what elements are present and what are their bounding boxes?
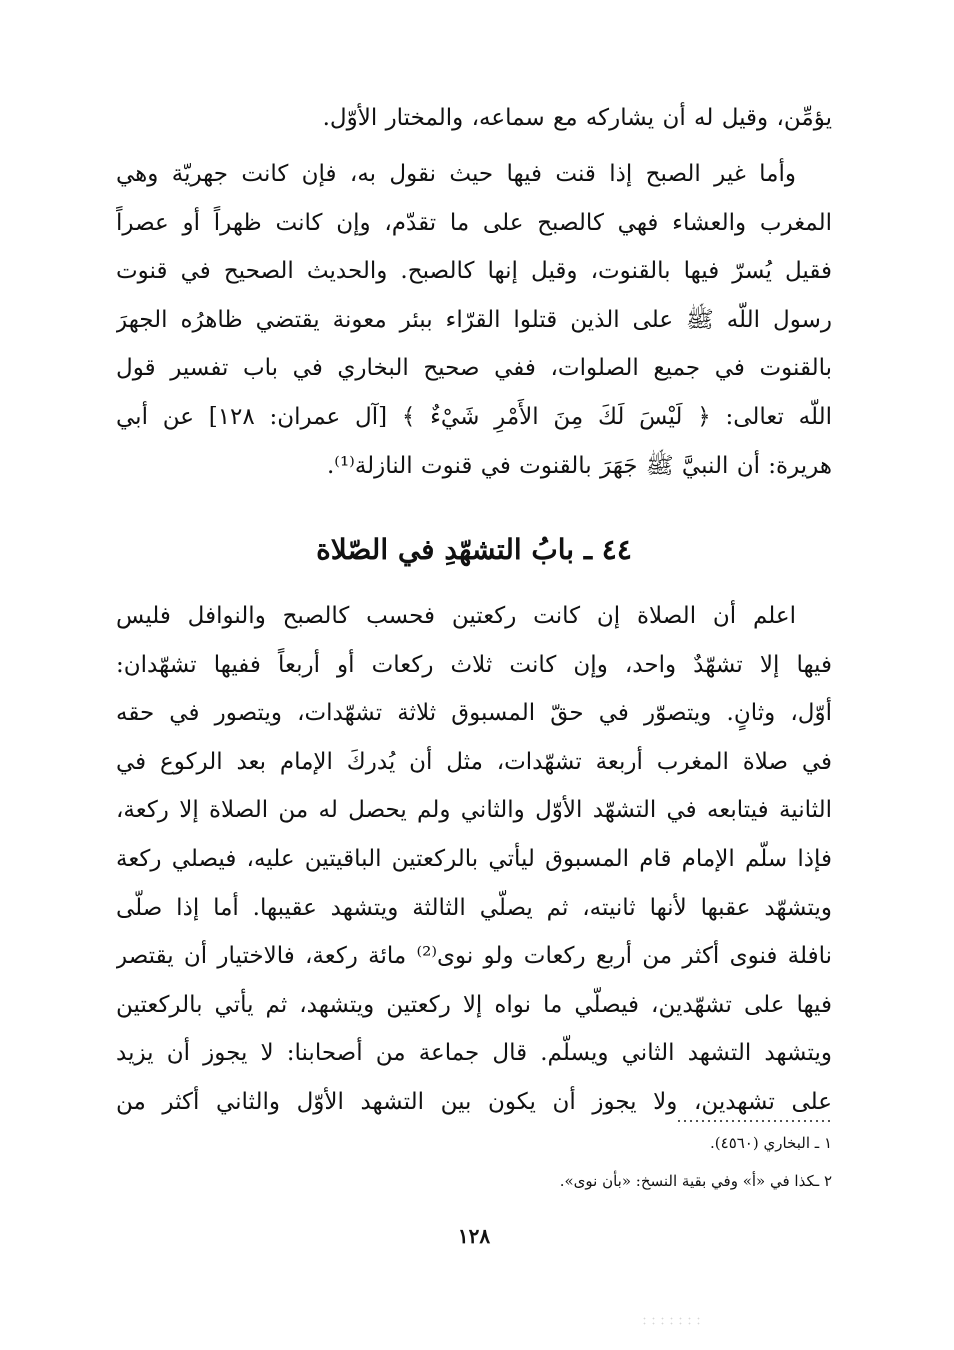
footnote-separator [676,1120,830,1122]
paragraph-tashahhud [116,592,832,1127]
paragraph-qunut [116,150,832,490]
text-line: اللّه تعالى: ﴿ لَيْسَ لَكَ مِنَ الأَمْرِ شَيْءٌ ﴾ [آل عمران: ١٢٨] عن أبي [116,403,832,430]
page-number: ١٢٨ [457,1224,491,1248]
text-line: ويتشهّد عقبها لأنها ثانيته، ثم يصلّي الثالثة ويتشهد عقيبها. أما إذا صلّى [116,894,832,921]
text-line: ويتشهد التشهد الثاني ويسلّم. قال جماعة من أصحابنا: لا يجوز أن يزيد [116,1040,832,1067]
text-line: نافلة فنوى أكثر من أربع ركعات ولو نوى⁽²⁾ مائة ركعة، فالاختيار أن يقتصر [116,943,832,970]
text-line: اعلم أن الصلاة إن كانت ركعتين فحسب كالصبح والنوافل فليس [116,603,796,629]
paragraph-continuation [116,94,832,143]
text-line: بالقنوت في جميع الصلوات، ففي صحيح البخاري في باب تفسير قول [116,355,832,382]
text-line: على تشهدين، ولا يجوز أن يكون بين التشهد الأوّل والثاني أكثر من [116,1088,832,1115]
text-line: رسول اللّه ﷺ على الذين قتلوا القرّاء ببئر معونة يقتضي ظاهرُه الجهرَ [116,306,832,333]
text-line: وأما غير الصبح إذا قنت فيها حيث نقول به، فإن كانت جهريّة وهي [116,161,796,187]
scan-specks [640,1316,700,1326]
text-line: فيها على تشهّدين، فيصلّي ما نواه إلا ركعتين ويتشهد، ثم يأتي بالركعتين [116,991,832,1018]
text-line: هريرة: أن النبيَّ ﷺ جَهَرَ بالقنوت في قنوت النازلة⁽¹⁾. [326,452,832,479]
text-line: أوّل، وثانٍ. ويتصوّر في حقّ المسبوق ثلاثة تشهّدات، ويتصور في حقه [116,700,832,727]
text-line: فإذا سلّم الإمام قام المسبوق ليأتي بالركعتين الباقيتين عليه، فيصلي ركعة [116,845,832,872]
text-line: في صلاة المغرب أربعة تشهّدات، مثل أن يُدركَ الإمام بعد الركوع في [116,748,832,775]
text-line: الثانية فيتابعه في التشهّد الأوّل والثاني ولم يحصل له من الصلاة إلا ركعة، [116,797,832,824]
text-line: فيها إلا تشهّدٌ واحد، وإن كانت ثلاث ركعات أو أربعاً ففيها تشهّدان: [116,651,832,678]
text-line: المغرب والعشاء فهي كالصبح على ما تقدّم، وإن كانت ظهراً أو عصراً [116,209,832,236]
section-heading: ٤٤ ـ بابُ التشهّدِ في الصّلاة [316,533,632,566]
footnote-2: ٢ ـكذا في «أ» وفي بقية النسخ: «بأن نوى». [559,1172,832,1190]
text-line: يؤمِّن، وقيل له أن يشاركه مع سماعه، والمختار الأوّل. [322,105,832,131]
footnote-1: ١ ـ البخاري (٤٥٦٠). [710,1134,832,1152]
text-line: فقيل يُسرّ فيها بالقنوت، وقيل إنها كالصبح. والحديث الصحيح في قنوت [116,258,832,285]
